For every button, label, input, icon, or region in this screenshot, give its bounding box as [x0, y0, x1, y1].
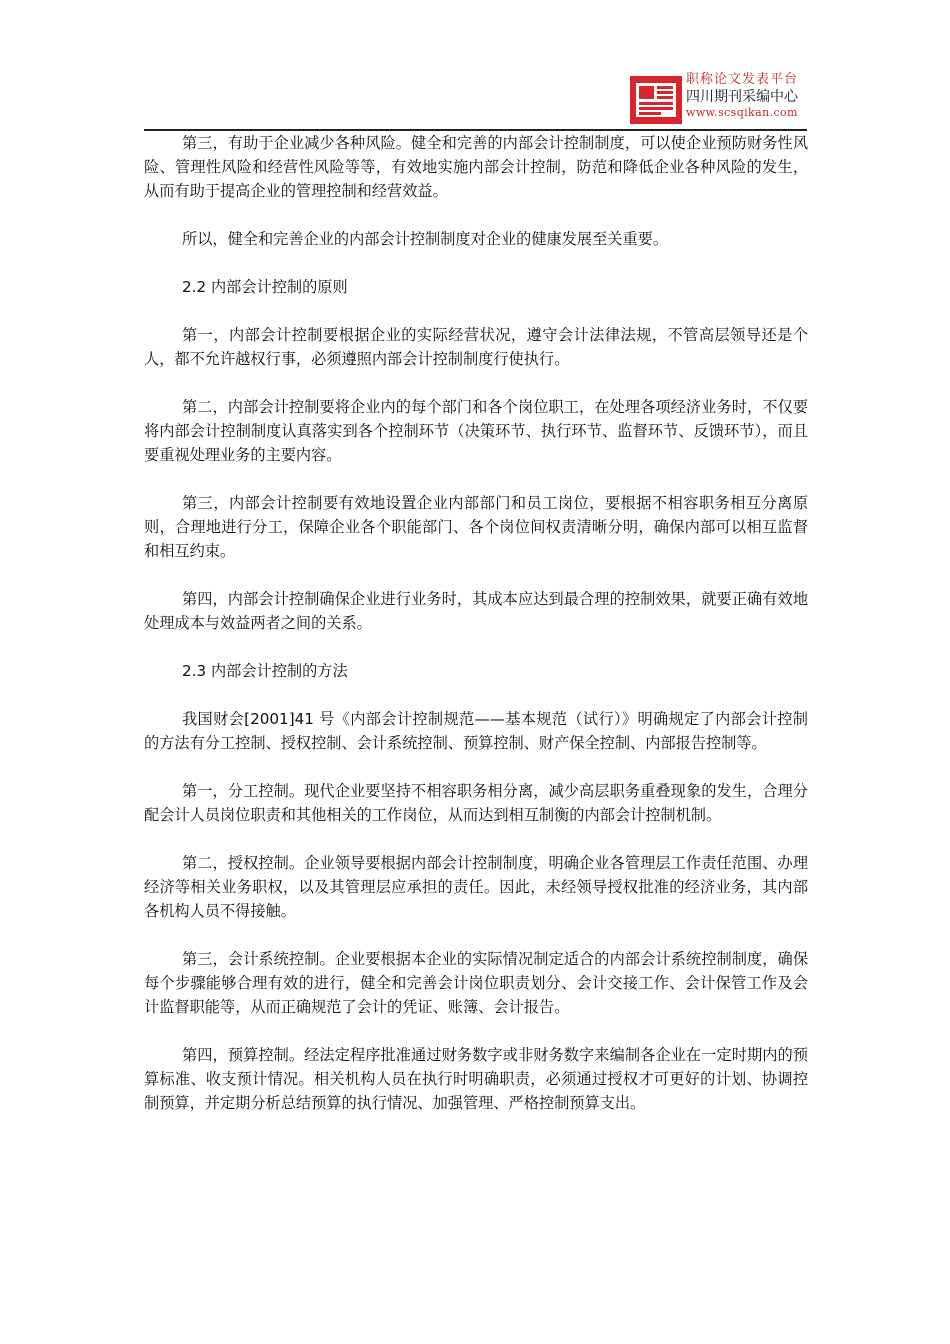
paragraph-method-2: 第二，授权控制。企业领导要根据内部会计控制制度，明确企业各管理层工作责任范围、办理经济等相关业务职权，以及其管理层应承担的责任。因此，未经领导授权批准的经济业务，其内部各机构人员不得接触。 — [144, 854, 808, 920]
site-url: www.scsqikan.com — [686, 106, 798, 119]
platform-title: 职称论文发表平台 — [686, 72, 799, 87]
header-brand — [686, 72, 826, 120]
paragraph-method-3: 第三，会计系统控制。企业要根据本企业的实际情况制定适合的内部会计系统控制制度，确保每个步骤能够合理有效的进行，健全和完善会计岗位职责划分、会计交接工作、会计保管工作及会计监督职能等，从而正确规范了会计的凭证、账簿、会计报告。 — [144, 950, 808, 1016]
section-heading-methods: 2.3 内部会计控制的方法 — [182, 662, 348, 680]
section-heading-principles: 2.2 内部会计控制的原则 — [182, 278, 348, 296]
paragraph-principle-4: 第四，内部会计控制确保企业进行业务时，其成本应达到最合理的控制效果，就要正确有效地处理成本与效益两者之间的关系。 — [144, 590, 808, 632]
paragraph-principle-1: 第一，内部会计控制要根据企业的实际经营状况，遵守会计法律法规，不管高层领导还是个人，都不允许越权行事，必须遵照内部会计控制制度行使执行。 — [144, 326, 808, 368]
paragraph-principle-3: 第三，内部会计控制要有效地设置企业内部部门和员工岗位，要根据不相容职务相互分离原则，合理地进行分工，保障企业各个职能部门、各个岗位间权责清晰分明，确保内部可以相互监督和相互约束。 — [144, 494, 808, 560]
paragraph-conclusion: 所以，健全和完善企业的内部会计控制制度对企业的健康发展至关重要。 — [182, 230, 668, 248]
newspaper-icon — [630, 76, 682, 124]
page-header — [0, 0, 950, 130]
paragraph-methods-intro: 我国财会[2001]41 号《内部会计控制规范——基本规范（试行）》明确规定了内部会计控制的方法有分工控制、授权控制、会计系统控制、预算控制、财产保全控制、内部报告控制等。 — [144, 710, 808, 752]
paragraph-risk-reduction: 第三，有助于企业减少各种风险。健全和完善的内部会计控制制度，可以使企业预防财务性风险、管理性风险和经营性风险等等，有效地实施内部会计控制，防范和降低企业各种风险的发生，从而有助于提高企业的管理控制和经营效益。 — [144, 134, 808, 200]
paragraph-method-4: 第四，预算控制。经法定程序批准通过财务数字或非财务数字来编制各企业在一定时期内的预算标准、收支预计情况。相关机构人员在执行时明确职责，必须通过授权才可更好的计划、协调控制预算，并定期分析总结预算的执行情况、加强管理、严格控制预算支出。 — [144, 1046, 808, 1112]
paragraph-method-1: 第一，分工控制。现代企业要坚持不相容职务相分离，减少高层职务重叠现象的发生，合理分配会计人员岗位职责和其他相关的工作岗位，从而达到相互制衡的内部会计控制机制。 — [144, 782, 808, 824]
document-body — [144, 131, 808, 1139]
center-name: 四川期刊采编中心 — [686, 89, 798, 105]
paragraph-principle-2: 第二，内部会计控制要将企业内的每个部门和各个岗位职工，在处理各项经济业务时，不仅要将内部会计控制制度认真落实到各个控制环节（决策环节、执行环节、监督环节、反馈环节），而且要重视处理业务的主要内容。 — [144, 398, 808, 464]
